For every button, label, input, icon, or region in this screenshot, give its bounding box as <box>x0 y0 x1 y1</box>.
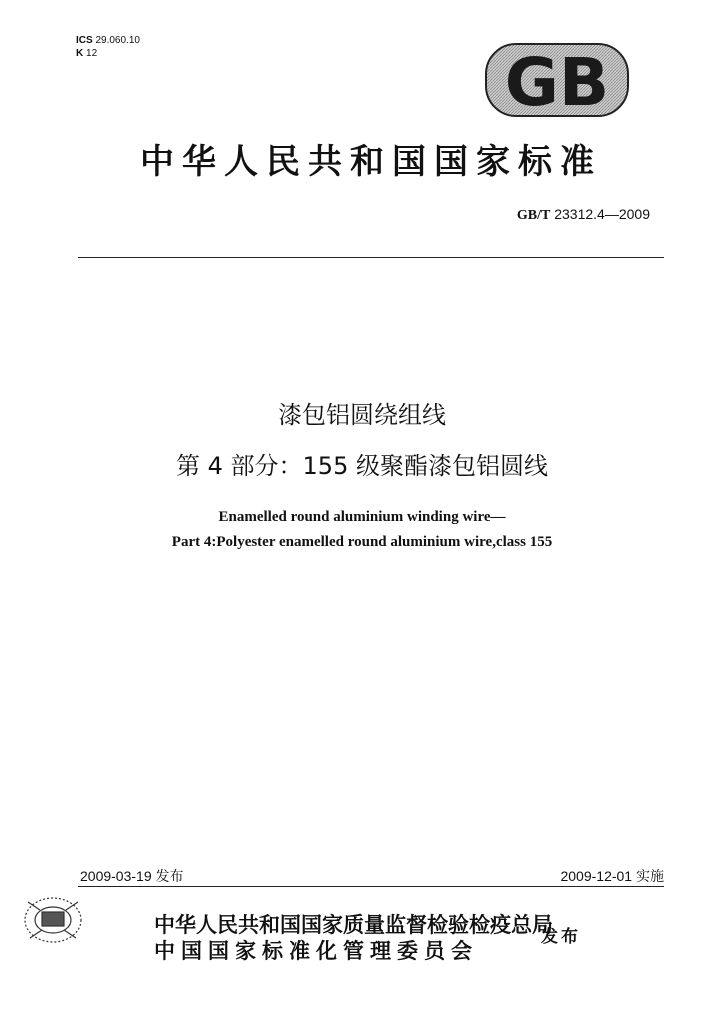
en-title-line2: Part 4:Polyester enamelled round aluminium wire,class 155 <box>171 534 553 550</box>
header-divider <box>78 257 664 258</box>
ics-line <box>76 34 140 47</box>
ics-code: 29.060.10 <box>95 35 140 46</box>
standard-code: 23312.4—2009 <box>554 206 650 222</box>
ccs-line <box>76 47 140 60</box>
gb-logo <box>484 42 630 118</box>
ics-label: ICS <box>76 35 93 46</box>
standard-prefix: GB/T <box>516 208 551 223</box>
issuer-line1: 中华人民共和国国家质量监督检验检疫总局 <box>154 912 553 937</box>
issue-word: 发布 <box>541 927 581 947</box>
publish-date: 2009-03-19 发布 <box>80 868 184 884</box>
standard-number <box>517 206 650 224</box>
cn-title-line1: 漆包铝圆绕组线 <box>278 401 446 429</box>
footer-divider <box>78 886 664 887</box>
ccs-code: 12 <box>86 48 98 59</box>
en-title-line1: Enamelled round aluminium winding wire— <box>218 509 506 525</box>
cn-title-line2: 第 4 部分：155 级聚酯漆包铝圆线 <box>176 452 548 480</box>
anti-counterfeit-seal-icon <box>20 890 86 948</box>
issuer-line2: 中国国家标准化管理委员会 <box>154 938 478 963</box>
classification-codes <box>76 34 140 60</box>
logo-text: GB <box>504 44 610 118</box>
ccs-label: K <box>76 48 84 59</box>
main-title: 中华人民共和国国家标准 <box>140 142 602 182</box>
implement-date: 2009-12-01 实施 <box>560 868 664 884</box>
